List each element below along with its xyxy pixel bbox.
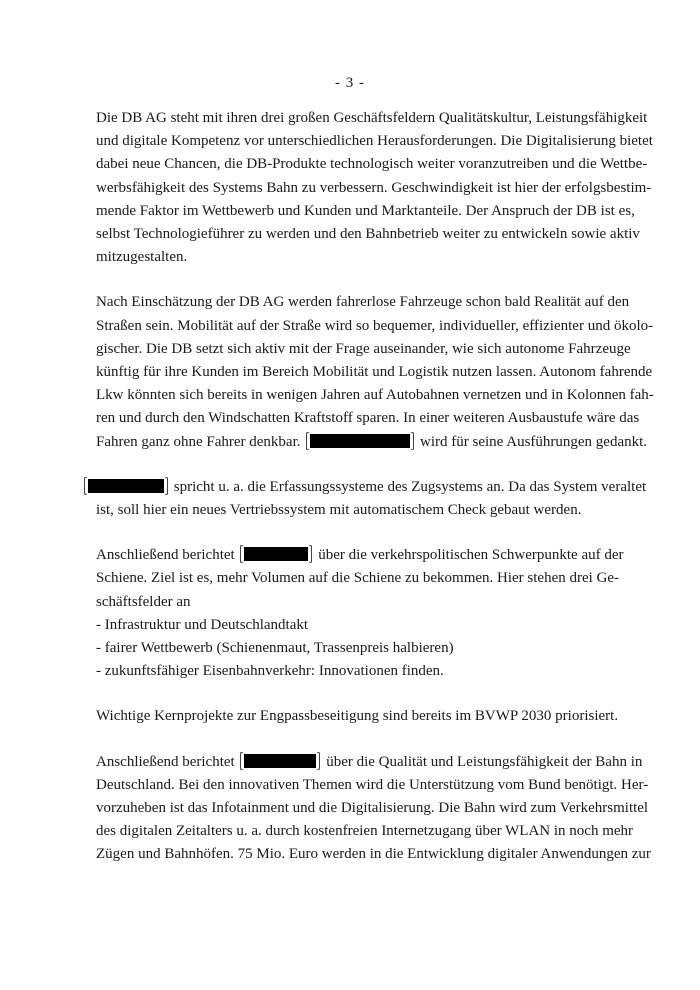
text-fragment: wird für seine Ausführungen gedankt. bbox=[420, 433, 648, 450]
list-item: - fairer Wettbewerb (Schienenmaut, Trassenpreis halbieren) bbox=[96, 640, 454, 657]
text-line: Deutschland. Bei den innovativen Themen wird die Unterstützung vom Bund benötigt. Her- bbox=[96, 776, 649, 793]
text-fragment: Fahren ganz ohne Fahrer denkbar. bbox=[96, 433, 301, 450]
paragraph-5 bbox=[96, 705, 619, 728]
text-fragment: Anschließend berichtet bbox=[96, 753, 235, 770]
text-line: mitzugestalten. bbox=[96, 249, 188, 266]
text-line bbox=[96, 751, 643, 774]
paragraph-2 bbox=[96, 291, 654, 453]
text-line: dabei neue Chancen, die DB-Produkte technologisch weiter voranzutreiben und die Wettbe- bbox=[96, 156, 648, 173]
text-line bbox=[96, 431, 648, 454]
text-line: und digitale Kompetenz vor unterschiedlichen Herausforderungen. Die Digitalisierung bietet bbox=[96, 133, 653, 150]
text-line: Die DB AG steht mit ihren drei großen Geschäftsfeldern Qualitätskultur, Leistungsfähigkeit bbox=[96, 110, 648, 126]
text-line: Lkw könnten sich bereits in wenigen Jahren auf Autobahnen vernetzen und in Kolonnen fah- bbox=[96, 387, 654, 404]
document-body bbox=[96, 107, 654, 867]
text-line: mende Faktor im Wettbewerb und Kunden und Marktanteile. Der Anspruch der DB ist es, bbox=[96, 202, 635, 219]
text-line: Straßen sein. Mobilität auf der Straße wird so bequemer, individueller, effizienter und ökolo- bbox=[96, 317, 654, 334]
redaction-block bbox=[310, 434, 410, 448]
page-number: - 3 - bbox=[335, 75, 365, 91]
redaction-block bbox=[88, 479, 164, 493]
text-fragment: Anschließend berichtet bbox=[96, 547, 235, 564]
text-line bbox=[84, 476, 647, 499]
text-line: ist, soll hier ein neues Vertriebssystem mit automatischem Check gebaut werden. bbox=[96, 502, 582, 519]
text-line: Zügen und Bahnhöfen. 75 Mio. Euro werden in die Entwicklung digitaler Anwendungen zur bbox=[96, 846, 651, 863]
text-line: Schiene. Ziel ist es, mehr Volumen auf die Schiene zu bekommen. Hier stehen drei Ge- bbox=[96, 570, 620, 587]
text-fragment: spricht u. a. die Erfassungssysteme des Zugsystems an. Da das System veraltet bbox=[173, 478, 647, 495]
paragraph-3 bbox=[96, 476, 647, 522]
redaction-block bbox=[244, 547, 308, 561]
text-line: selbst Technologieführer zu werden und den Bahnbetrieb weiter zu entwickeln sowie aktiv bbox=[96, 226, 640, 243]
text-line: gischer. Die DB setzt sich aktiv mit der Frage auseinander, wie sich autonome Fahrzeuge bbox=[96, 340, 631, 357]
text-line: Wichtige Kernprojekte zur Engpassbeseitigung sind bereits im BVWP 2030 priorisiert. bbox=[96, 708, 619, 725]
text-line: werbsfähigkeit des Systems Bahn zu verbessern. Geschwindigkeit ist hier der erfolgsbestim- bbox=[96, 179, 652, 196]
paragraph-1 bbox=[96, 107, 653, 269]
text-line bbox=[96, 544, 624, 567]
paragraph-4 bbox=[96, 544, 624, 683]
text-line: vorzuheben ist das Infotainment und die Digitalisierung. Die Bahn wird zum Verkehrsmittel bbox=[96, 800, 649, 817]
paragraph-6 bbox=[96, 751, 651, 867]
list-item: - zukunftsfähiger Eisenbahnverkehr: Innovationen finden. bbox=[96, 663, 444, 680]
redaction-block bbox=[244, 754, 316, 768]
list-item: - Infrastruktur und Deutschlandtakt bbox=[96, 616, 309, 633]
text-line: schäftsfelder an bbox=[96, 593, 191, 610]
text-fragment: über die verkehrspolitischen Schwerpunkte auf der bbox=[318, 547, 624, 564]
text-line: künftig für ihre Kunden im Bereich Mobilität und Logistik nutzen lassen. Autonom fahrende bbox=[96, 364, 653, 381]
text-fragment: über die Qualität und Leistungsfähigkeit der Bahn in bbox=[326, 753, 643, 770]
text-line: ren und durch den Windschatten Kraftstoff sparen. In einer weiteren Ausbaustufe wäre das bbox=[96, 410, 640, 427]
text-line: des digitalen Zeitalters u. a. durch kostenfreien Internetzugang über WLAN in noch mehr bbox=[96, 823, 634, 840]
text-line: Nach Einschätzung der DB AG werden fahrerlose Fahrzeuge schon bald Realität auf den bbox=[96, 294, 630, 311]
